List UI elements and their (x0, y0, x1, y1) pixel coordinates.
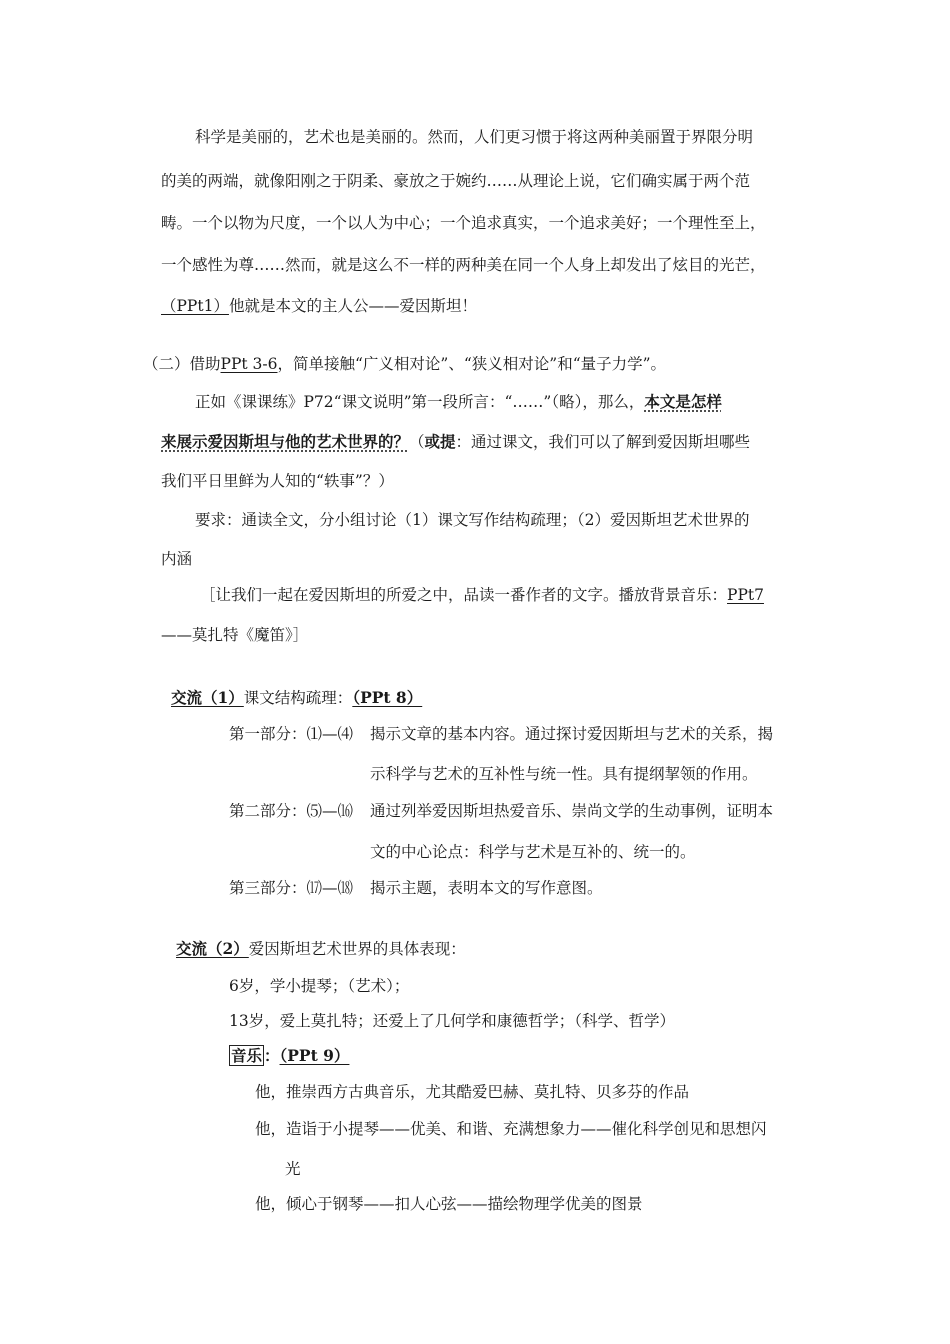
part-1-name: 第一部分：⑴—⑷ (229, 725, 354, 743)
or-ask-label: 或提 (424, 432, 456, 451)
exchange-1-label: 交流（1） (171, 688, 244, 707)
music-item-1: 他，推崇西方古典音乐，尤其酷爱巴赫、莫扎特、贝多芬的作品 (255, 1083, 690, 1101)
intro-line-1: 科学是美丽的，艺术也是美丽的。然而，人们更习惯于将这两种美丽置于界限分明 (195, 128, 754, 146)
intro-line-4: 一个感性为尊……然而，就是这么不一样的两种美在同一个人身上却发出了炫目的光芒， (161, 256, 766, 274)
age-13-line: 13岁，爱上莫扎特；还爱上了几何学和康德哲学；（科学、哲学） (229, 1012, 675, 1030)
para-text-a: 正如《课课练》P72“课文说明”第一段所言：“……”（略），那么， (195, 393, 645, 411)
ppt-link-9: （PPt 9） (279, 1046, 350, 1065)
section-2-heading (143, 353, 666, 375)
section-2-rest: ，简单接触“广义相对论”、“狭义相对论”和“量子力学”。 (277, 355, 667, 373)
exchange-1-heading (171, 687, 422, 709)
section-2-para-line-1 (195, 391, 722, 413)
section-2-para-line-3: 我们平日里鲜为人知的“轶事”？） (161, 472, 394, 490)
section-2-para-line-2 (161, 431, 750, 453)
para-text-b: ：通过课文，我们可以了解到爱因斯坦哪些 (455, 433, 751, 451)
ppt-link-3-6: PPt 3-6 (220, 355, 278, 373)
exchange-1-title: 课文结构疏理： (243, 689, 353, 707)
exchange-2-title: 爱因斯坦艺术世界的具体表现： (248, 940, 466, 958)
intro-line-3: 畴。一个以物为尺度，一个以人为中心；一个追求真实，一个追求美好；一个理性至上， (161, 214, 766, 232)
music-colon: ： (264, 1046, 280, 1065)
exchange-2-heading (176, 938, 466, 960)
ppt-link-7: PPt7 (727, 586, 764, 604)
part-2-desc-2: 文的中心论点：科学与艺术是互补的、统一的。 (370, 843, 696, 861)
music-line-1 (200, 584, 764, 606)
requirement-line-1: 要求：通读全文，分小组讨论（1）课文写作结构疏理；（2）爱因斯坦艺术世界的 (195, 511, 750, 529)
exchange-2-label: 交流（2） (176, 939, 249, 958)
question-bold-1: 本文是怎样 (644, 392, 722, 411)
part-1-desc-2: 示科学与艺术的互补性与统一性。具有提纲挈领的作用。 (370, 765, 758, 783)
music-subheading (229, 1045, 349, 1067)
music-text: ［让我们一起在爱因斯坦的所爱之中，品读一番作者的文字。播放背景音乐： (200, 586, 728, 604)
intro-line-5-text: 他就是本文的主人公——爱因斯坦！ (228, 297, 477, 315)
music-item-2: 他，造诣于小提琴——优美、和谐、充满想象力——催化科学创见和思想闪 (255, 1120, 767, 1138)
requirement-line-2: 内涵 (161, 550, 193, 568)
intro-line-5 (161, 295, 477, 317)
music-item-3: 他，倾心于钢琴——扣人心弦——描绘物理学优美的图景 (255, 1195, 643, 1213)
ppt-link-8: （PPt 8） (352, 688, 423, 707)
music-line-2: ——莫扎特《魔笛》］ (161, 626, 309, 644)
paren-open: （ (409, 433, 425, 451)
music-item-2-continued: 光 (285, 1160, 301, 1178)
part-2-name: 第二部分：⑸—⒃ (229, 802, 354, 820)
music-label: 音乐 (231, 1046, 263, 1065)
intro-line-2: 的美的两端，就像阳刚之于阴柔、豪放之于婉约……从理论上说，它们确实属于两个范 (161, 172, 751, 190)
part-3-name: 第三部分：⒄—⒅ (229, 879, 354, 897)
part-2-desc-1: 通过列举爱因斯坦热爱音乐、崇尚文学的生动事例，证明本 (370, 802, 774, 820)
ppt-link-1: （PPt1） (161, 297, 229, 315)
part-3-desc-1: 揭示主题，表明本文的写作意图。 (370, 879, 603, 897)
part-1-desc-1: 揭示文章的基本内容。通过探讨爱因斯坦与艺术的关系，揭 (370, 725, 774, 743)
age-6-line: 6岁，学小提琴；（艺术）； (229, 977, 410, 995)
question-bold-2: 来展示爱因斯坦与他的艺术世界的？ (161, 432, 410, 451)
section-2-prefix: （二）借助 (143, 355, 221, 373)
